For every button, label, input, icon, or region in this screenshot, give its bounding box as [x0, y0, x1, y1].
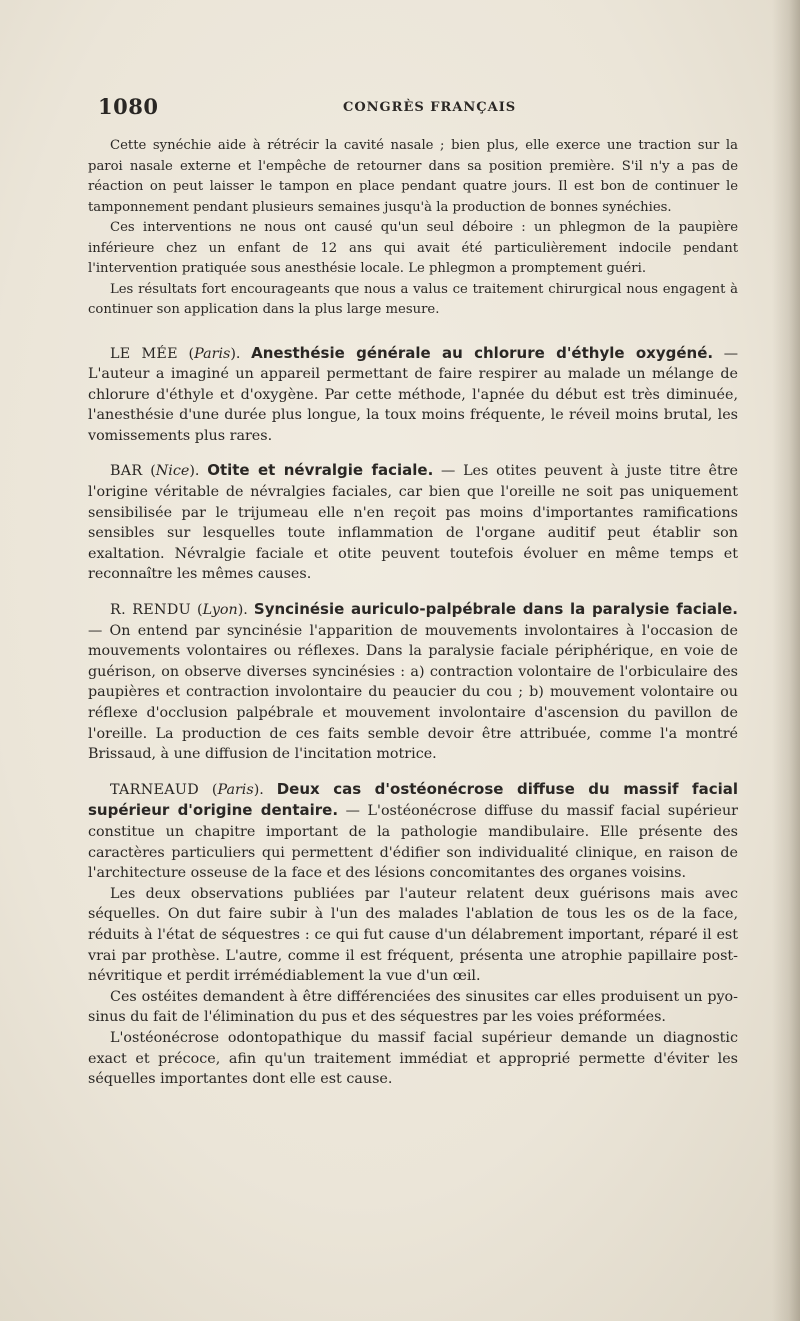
abstract-paragraph: LE MÉE (Paris). Anesthésie générale au chlorure d'éthyle oxygéné. — L'auteur a imaginé un appareil permettant de faire respirer au malade un mélange de chlorure d'éthyle et d'oxygène. Par cette méthode, l'apnée du début est très diminuée, l'anesthésie d'une durée plus longue, la toux moins fréquente, le réveil moins brutal, les vomissements plus rares.: [88, 343, 739, 444]
intro-paragraph: Cette synéchie aide à rétrécir la cavité nasale ; bien plus, elle exerce une traction sur la paroi nasale externe et l'empêche de retourner dans sa position première. S'il n'y a pas de réaction on peut laisser le tampon en place pendant quatre jours. Il est bon de continuer le tamponnement pendant plusieurs semaines jusqu'à la production de bonnes synéchies.: [88, 138, 738, 215]
abstract-city: Paris: [217, 781, 254, 798]
abstract-city: Nice: [155, 463, 190, 480]
abstract-author: LE MÉE: [110, 345, 178, 362]
abstract-title: Deux cas d'ostéonécrose diffuse du massif facial supérieur d'origine dentaire.: [88, 779, 739, 820]
running-title: CONGRÈS FRANÇAIS: [343, 100, 517, 115]
abstract-rendu: [88, 599, 738, 765]
intro-paragraph: Les résultats fort encourageants que nous a valus ce traitement chirurgical nous engagent à continuer son application dans la plus large mesure.: [88, 281, 738, 317]
abstract-text: — Les otites peuvent à juste titre être l'origine véritable de névralgies faciales, car bien que l'oreille ne soit pas uniquement sensibilisée par le trijumeau elle n'en reçoit pas moins d'importantes ramifications sensibles sur lesquelles toute inflammation de l'organe auditif peut établir son exaltation. Névralgie faciale et otite peuvent toutefois évoluer en même temps et reconnaître les mêmes causes.: [88, 463, 739, 583]
abstract-paragraph: TARNEAUD (Paris). Deux cas d'ostéonécrose diffuse du massif facial supérieur d'origine dentaire. — L'ostéonécrose diffuse du massif facial supérieur constitue un chapitre important de la pathologie mandibulaire. Elle présente des caractères particuliers qui permettent d'édifier son individualité clinique, en raison de l'architecture osseuse de la face et des lésions concomitantes des organes voisins.: [88, 779, 739, 882]
intro-block: [88, 136, 738, 321]
abstract-author: R. RENDU: [110, 602, 191, 619]
abstract-text: — On entend par syncinésie l'apparition de mouvements involontaires à l'occasion de mouvements volontaires ou réflexes. Dans la paralysie faciale périphérique, en voie de guérison, on observe diverses syncinésies : a) contraction volontaire de l'orbiculaire des paupières et contraction involontaire du peaucier du cou ; b) mouvement volontaire ou réflexe d'occlusion palpébrale et mouvement involontaire d'ascension du pavillon de l'oreille. La production de ces faits semble devoir être attribuée, comme l'a montré Brissaud, à une diffusion de l'incitation motrice.: [88, 622, 738, 763]
intro-paragraph: Ces interventions ne nous ont causé qu'un seul déboire : un phlegmon de la paupière inférieure chez un enfant de 12 ans qui avait été particulièrement indocile pendant l'intervention pratiquée sous anesthésie locale. Le phlegmon a promptement guéri.: [88, 220, 738, 276]
abstract-tarneaud: [88, 779, 738, 1090]
abstract-text: — L'auteur a imaginé un appareil permettant de faire respirer au malade un mélange de chlorure d'éthyle et d'oxygène. Par cette méthode, l'apnée du début est très diminuée, l'anesthésie d'une durée plus longue, la toux moins fréquente, le réveil moins brutal, les vomissements plus rares.: [88, 345, 739, 444]
page-edge-shadow: [772, 0, 800, 1321]
abstract-paragraph: Les deux observations publiées par l'auteur relatent deux guérisons mais avec séquelles. On dut faire subir à l'un des malades l'ablation de tous les os de la face, réduits à l'état de séquestres : ce qui fut cause d'un délabrement important, réparé il est vrai par prothèse. L'autre, comme il est fréquent, présenta une atrophie papillaire post-névritique et perdit irrémédiablement la vue d'un œil.: [88, 885, 738, 985]
abstract-bar: [88, 460, 738, 585]
abstract-author: TARNEAUD: [110, 781, 200, 798]
page-body: [88, 136, 738, 1090]
abstract-author: BAR: [110, 463, 143, 480]
abstract-le-mee: [88, 343, 738, 447]
abstract-paragraph: R. RENDU (Lyon). Syncinésie auriculo-palpébrale dans la paralysie faciale. — On entend par syncinésie l'apparition de mouvements involontaires à l'occasion de mouvements volontaires ou réflexes. Dans la paralysie faciale périphérique, en voie de guérison, on observe diverses syncinésies : a) contraction volontaire de l'orbiculaire des paupières et contraction involontaire du peaucier du cou ; b) mouvement volontaire ou réflexe d'occlusion palpébrale et mouvement involontaire d'ascension du pavillon de l'oreille. La production de ces faits semble devoir être attribuée, comme l'a montré Brissaud, à une diffusion de l'incitation motrice.: [88, 600, 739, 763]
page-number: 1080: [98, 94, 159, 119]
abstract-city: Paris: [194, 345, 231, 362]
page-header: [98, 94, 738, 124]
abstract-paragraph: BAR (Nice). Otite et névralgie faciale. — Les otites peuvent à juste titre être l'origine véritable de névralgies faciales, car bien que l'oreille ne soit pas uniquement sensibilisée par le trijumeau elle n'en reçoit pas moins d'importantes ramifications sensibles sur lesquelles toute inflammation de l'organe auditif peut établir son exaltation. Névralgie faciale et otite peuvent toutefois évoluer en même temps et reconnaître les mêmes causes.: [88, 461, 739, 583]
abstract-text: — L'ostéonécrose diffuse du massif facial supérieur constitue un chapitre important de la pathologie mandibulaire. Elle présente des caractères particuliers qui permettent d'édifier son individualité clinique, en raison de l'architecture osseuse de la face et des lésions concomitantes des organes voisins.: [88, 803, 738, 882]
abstract-title: Otite et névralgie faciale.: [207, 461, 434, 480]
abstract-paragraph: Ces ostéites demandent à être différenciées des sinusites car elles produisent un pyo-sinus du fait de l'élimination du pus et des séquestres par les voies préformées.: [88, 988, 738, 1026]
abstract-title: Syncinésie auriculo-palpébrale dans la paralysie faciale.: [253, 600, 739, 619]
abstract-title: Anesthésie générale au chlorure d'éthyle oxygéné.: [251, 343, 714, 362]
abstract-paragraph: L'ostéonécrose odontopathique du massif facial supérieur demande un diagnostic exact et précoce, afin qu'un traitement immédiat et approprié permette d'éviter les séquelles importantes dont elle est cause.: [88, 1029, 738, 1088]
abstract-city: Lyon: [202, 602, 238, 619]
